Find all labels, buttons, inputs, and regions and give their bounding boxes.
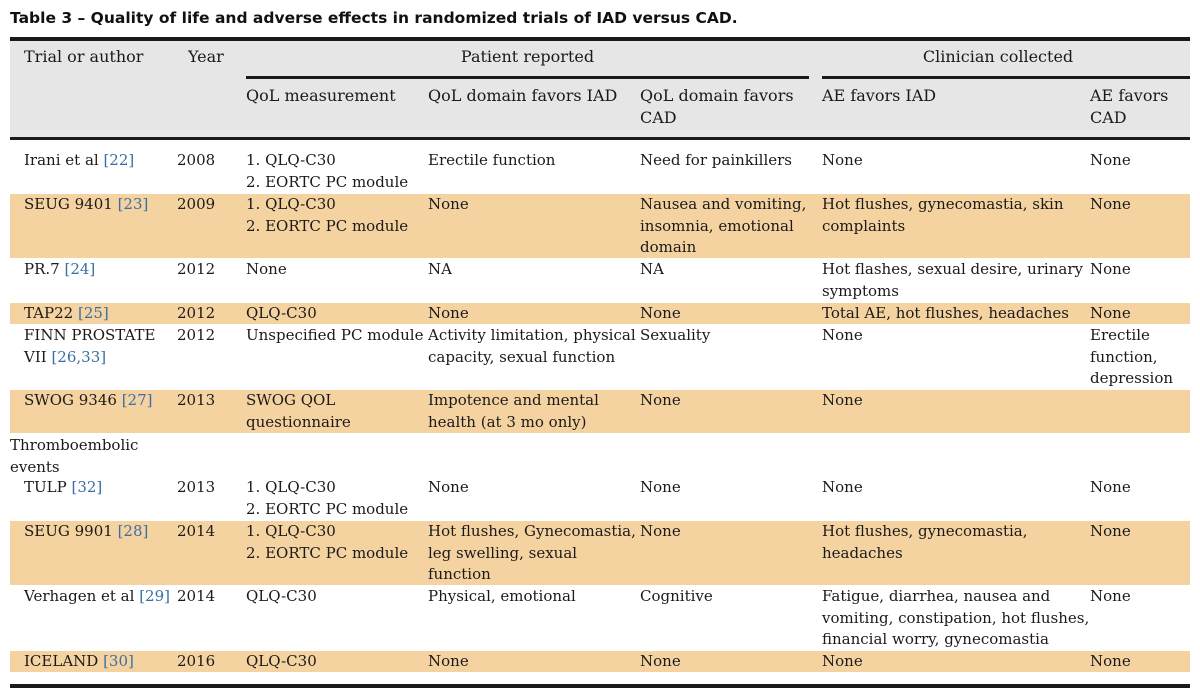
cell-line: None xyxy=(640,478,681,496)
cell-line: QLQ-C30 xyxy=(246,652,317,670)
cell-line: None xyxy=(640,391,681,409)
cell-line: None xyxy=(822,326,863,344)
cell-line: function, xyxy=(1090,347,1158,366)
cell-line: SWOG QOL xyxy=(246,391,336,409)
cell-line: financial worry, gynecomastia xyxy=(822,630,1049,649)
qol-cad-cell xyxy=(640,586,713,608)
qol-cell xyxy=(246,259,287,281)
trial-name: Irani et al xyxy=(24,151,104,169)
header-qol-measurement: QoL measurement xyxy=(246,86,396,105)
trial-name: SEUG 9901 xyxy=(24,522,118,540)
qol-iad-cell xyxy=(428,651,469,673)
year-cell: 2014 xyxy=(177,587,216,605)
cell-line: NA xyxy=(640,260,664,278)
cell-line: Fatigue, diarrhea, nausea and xyxy=(822,587,1051,605)
qol-iad-cell xyxy=(428,325,636,368)
header-text-line: QoL domain favors xyxy=(640,86,794,105)
trial-name: Verhagen et al xyxy=(24,587,140,605)
year-cell: 2013 xyxy=(177,478,216,496)
qol-cad-cell xyxy=(640,259,664,281)
trial-cell xyxy=(24,325,155,368)
reference-link: [24] xyxy=(64,260,96,278)
cell-line: None xyxy=(428,652,469,670)
qol-cell xyxy=(246,521,408,564)
ae-iad-cell xyxy=(822,150,863,172)
qol-iad-cell xyxy=(428,303,469,325)
reference-link: [32] xyxy=(71,478,103,496)
cell-line: insomnia, emotional xyxy=(640,216,794,235)
header-clinician-collected: Clinician collected xyxy=(922,47,1074,66)
qol-cell xyxy=(246,325,423,347)
clinician-collected-rule xyxy=(822,76,1190,79)
year-cell: 2016 xyxy=(177,652,216,670)
cell-line: None xyxy=(822,391,863,409)
cell-line: Activity limitation, physical xyxy=(428,326,636,344)
cell-line: Total AE, hot flushes, headaches xyxy=(822,304,1070,322)
cell-line: headaches xyxy=(822,543,903,562)
cell-line: None xyxy=(640,652,681,670)
cell-line: Need for painkillers xyxy=(640,151,792,169)
ae-cad-cell xyxy=(1090,303,1131,325)
qol-cell xyxy=(246,390,351,433)
cell-line: None xyxy=(1090,478,1131,496)
reference-link: [25] xyxy=(77,304,109,322)
trial-cell xyxy=(24,303,109,325)
cell-line: Hot flushes, Gynecomastia, xyxy=(428,522,636,540)
trial-line xyxy=(24,521,148,543)
qol-iad-cell xyxy=(428,194,469,216)
cell-line: None xyxy=(428,304,469,322)
cell-line: depression xyxy=(1090,369,1174,388)
reference-link: [29] xyxy=(139,587,170,605)
ae-iad-cell xyxy=(822,521,1028,564)
cell-line: symptoms xyxy=(822,281,899,300)
cell-line: None xyxy=(1090,304,1131,322)
year-cell: 2012 xyxy=(177,326,216,344)
qol-iad-cell xyxy=(428,390,599,433)
header-qol-favors-iad: QoL domain favors IAD xyxy=(428,86,618,105)
trial-name: SWOG 9346 xyxy=(24,391,122,409)
cell-line: Hot flushes, gynecomastia, skin xyxy=(822,195,1064,213)
trial-cell xyxy=(24,259,95,281)
reference-link: [22] xyxy=(103,151,135,169)
cell-line: complaints xyxy=(822,216,906,235)
trial-cell xyxy=(24,477,102,499)
ae-iad-cell xyxy=(822,325,863,347)
cell-line: health (at 3 mo only) xyxy=(428,412,587,431)
trial-name: FINN PROSTATE xyxy=(24,326,156,344)
trial-cell xyxy=(24,651,134,673)
qol-cell xyxy=(246,303,317,325)
trial-line xyxy=(24,586,170,608)
reference-link: [23] xyxy=(117,195,149,213)
ae-iad-cell xyxy=(822,194,1064,237)
ae-iad-cell xyxy=(822,586,1089,651)
cell-line: capacity, sexual function xyxy=(428,347,616,366)
cell-line: None xyxy=(428,195,469,213)
year-cell: 2012 xyxy=(177,260,216,278)
ae-iad-cell xyxy=(822,303,1069,325)
cell-line: Physical, emotional xyxy=(428,587,576,605)
cell-line: 1. QLQ-C30 xyxy=(246,478,336,496)
qol-cad-cell xyxy=(640,477,681,499)
cell-line: Unspecified PC module xyxy=(246,326,424,344)
trial-cell xyxy=(24,150,134,172)
header-trial: Trial or author xyxy=(24,47,144,66)
ae-cad-cell xyxy=(1090,194,1131,216)
section-label-line: events xyxy=(10,457,60,476)
cell-line: Hot flashes, sexual desire, urinary xyxy=(822,260,1083,278)
ae-cad-cell xyxy=(1090,325,1173,390)
ae-iad-cell xyxy=(822,259,1083,302)
trial-name: SEUG 9401 xyxy=(24,195,118,213)
qol-cad-cell xyxy=(640,390,681,412)
cell-line: None xyxy=(1090,151,1131,169)
cell-line: 1. QLQ-C30 xyxy=(246,195,336,213)
patient-reported-rule xyxy=(246,76,809,79)
trial-line xyxy=(24,194,148,216)
header-qol-favors-cad xyxy=(640,85,794,128)
trial-name: VII xyxy=(24,347,52,366)
trial-line xyxy=(24,390,152,412)
trial-name: TULP xyxy=(24,478,72,496)
qol-iad-cell xyxy=(428,259,452,281)
cell-line: Impotence and mental xyxy=(428,391,599,409)
cell-line: QLQ-C30 xyxy=(246,587,317,605)
year-cell: 2014 xyxy=(177,522,216,540)
ae-cad-cell xyxy=(1090,651,1131,673)
table-caption: Table 3 – Quality of life and adverse effects in randomized trials of IAD versus CAD. xyxy=(10,9,738,27)
qol-iad-cell xyxy=(428,521,636,586)
cell-line: Nausea and vomiting, xyxy=(640,195,807,213)
trial-line xyxy=(24,347,155,369)
cell-line: 2. EORTC PC module xyxy=(246,172,409,191)
header-text-line: CAD xyxy=(1090,107,1127,127)
section-label xyxy=(10,435,138,478)
header-text-line: CAD xyxy=(640,107,677,127)
ae-cad-cell xyxy=(1090,521,1131,543)
header-text-line: AE favors xyxy=(1090,86,1169,105)
reference-link: [26,33] xyxy=(51,347,107,366)
year-cell: 2009 xyxy=(177,195,216,213)
cell-line: domain xyxy=(640,238,697,257)
trial-cell xyxy=(24,194,148,216)
trial-line xyxy=(24,325,155,347)
cell-line: None xyxy=(1090,195,1131,213)
year-cell: 2008 xyxy=(177,151,216,169)
cell-line: Erectile function xyxy=(428,151,556,169)
trial-name: ICELAND xyxy=(24,652,104,670)
cell-line: None xyxy=(1090,652,1131,670)
trial-line xyxy=(24,303,109,325)
cell-line: vomiting, constipation, hot flushes, xyxy=(822,608,1090,627)
ae-iad-cell xyxy=(822,477,863,499)
qol-iad-cell xyxy=(428,150,555,172)
header-ae-favors-iad: AE favors IAD xyxy=(822,86,937,105)
cell-line: 2. EORTC PC module xyxy=(246,216,409,235)
ae-iad-cell xyxy=(822,390,863,412)
cell-line: None xyxy=(640,522,681,540)
qol-cell xyxy=(246,150,408,193)
ae-cad-cell xyxy=(1090,259,1131,281)
trial-line xyxy=(24,477,102,499)
header-patient-reported: Patient reported xyxy=(460,47,595,66)
reference-link: [30] xyxy=(103,652,134,670)
table-bottom-rule xyxy=(10,684,1190,688)
reference-link: [27] xyxy=(121,391,153,409)
cell-line: NA xyxy=(428,260,452,278)
header-ae-favors-cad xyxy=(1090,85,1168,128)
trial-line xyxy=(24,150,134,172)
trial-line xyxy=(24,651,134,673)
cell-line: None xyxy=(822,478,863,496)
cell-line: 1. QLQ-C30 xyxy=(246,151,336,169)
trial-cell xyxy=(24,390,152,412)
qol-cad-cell xyxy=(640,150,792,172)
trial-name: PR.7 xyxy=(24,260,65,278)
qol-cad-cell xyxy=(640,325,710,347)
cell-line: QLQ-C30 xyxy=(246,304,317,322)
cell-line: None xyxy=(822,151,863,169)
cell-line: 2. EORTC PC module xyxy=(246,543,409,562)
cell-line: function xyxy=(428,565,491,584)
cell-line: leg swelling, sexual xyxy=(428,543,578,562)
cell-line: Sexuality xyxy=(640,326,711,344)
qol-cell xyxy=(246,194,408,237)
trial-name: TAP22 xyxy=(24,304,78,322)
section-label-line: Thromboembolic xyxy=(10,436,139,454)
cell-line: None xyxy=(640,304,681,322)
cell-line: None xyxy=(1090,587,1131,605)
cell-line: questionnaire xyxy=(246,412,351,431)
ae-cad-cell xyxy=(1090,477,1131,499)
year-cell: 2013 xyxy=(177,391,216,409)
year-cell: 2012 xyxy=(177,304,216,322)
cell-line: None xyxy=(1090,522,1131,540)
reference-link: [28] xyxy=(117,522,149,540)
qol-cell xyxy=(246,477,408,520)
qol-cad-cell xyxy=(640,194,806,259)
header-year: Year xyxy=(188,47,224,66)
trial-cell xyxy=(24,521,148,543)
qol-iad-cell xyxy=(428,586,576,608)
qol-cell xyxy=(246,586,317,608)
qol-cad-cell xyxy=(640,651,681,673)
ae-cad-cell xyxy=(1090,150,1131,172)
cell-line: None xyxy=(822,652,863,670)
cell-line: Hot flushes, gynecomastia, xyxy=(822,522,1028,540)
ae-iad-cell xyxy=(822,651,863,673)
cell-line: 1. QLQ-C30 xyxy=(246,522,336,540)
table-header-rule xyxy=(10,137,1190,140)
cell-line: Erectile xyxy=(1090,326,1150,344)
trial-line xyxy=(24,259,95,281)
cell-line: None xyxy=(246,260,287,278)
cell-line: Cognitive xyxy=(640,587,713,605)
qol-cad-cell xyxy=(640,521,681,543)
trial-cell xyxy=(24,586,170,608)
cell-line: None xyxy=(1090,260,1131,278)
qol-cad-cell xyxy=(640,303,681,325)
ae-cad-cell xyxy=(1090,586,1131,608)
qol-cell xyxy=(246,651,317,673)
cell-line: None xyxy=(428,478,469,496)
qol-iad-cell xyxy=(428,477,469,499)
cell-line: 2. EORTC PC module xyxy=(246,499,409,518)
